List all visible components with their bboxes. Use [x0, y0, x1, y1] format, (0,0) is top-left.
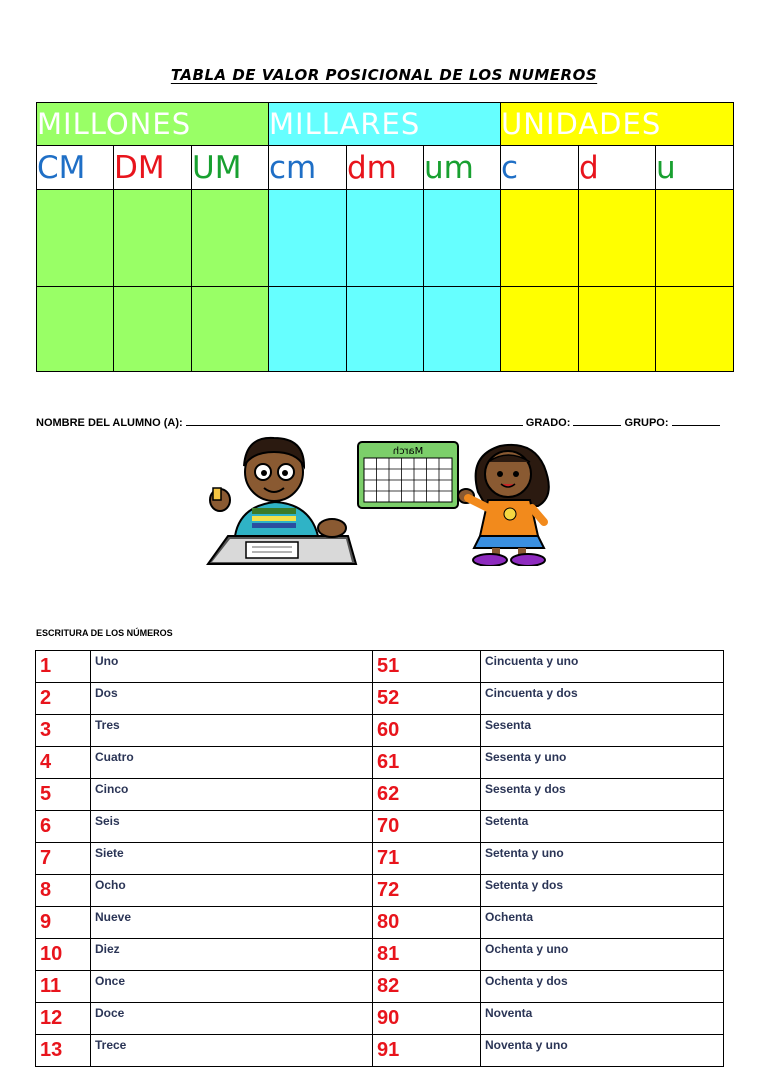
word-cell: Noventa — [481, 1003, 724, 1035]
word-cell: Ochenta y dos — [481, 971, 724, 1003]
word-cell: Diez — [91, 939, 373, 971]
word-cell: Once — [91, 971, 373, 1003]
table-row — [36, 683, 724, 715]
number-cell: 13 — [36, 1035, 91, 1067]
table-row — [36, 907, 724, 939]
place-value-table — [36, 102, 734, 372]
number-cell: 81 — [373, 939, 481, 971]
value-cell[interactable] — [656, 287, 734, 372]
section-title: ESCRITURA DE LOS NÚMEROS — [36, 628, 173, 638]
word-cell: Nueve — [91, 907, 373, 939]
number-cell: 4 — [36, 747, 91, 779]
value-cell[interactable] — [269, 190, 347, 287]
word-cell: Noventa y uno — [481, 1035, 724, 1067]
word-cell: Sesenta — [481, 715, 724, 747]
calendar-icon — [358, 442, 458, 508]
value-cell[interactable] — [501, 190, 579, 287]
number-cell: 71 — [373, 843, 481, 875]
word-cell: Trece — [91, 1035, 373, 1067]
word-cell: Cuatro — [91, 747, 373, 779]
number-cell: 80 — [373, 907, 481, 939]
number-cell: 52 — [373, 683, 481, 715]
students-illustration — [200, 436, 570, 566]
value-cell[interactable] — [656, 190, 734, 287]
column-header-um: um — [424, 146, 501, 190]
value-cell[interactable] — [37, 287, 114, 372]
word-cell: Ocho — [91, 875, 373, 907]
value-cell[interactable] — [347, 190, 424, 287]
table-row — [36, 1003, 724, 1035]
student-name-field[interactable] — [186, 416, 523, 426]
table-row — [36, 811, 724, 843]
number-cell: 9 — [36, 907, 91, 939]
value-cell[interactable] — [37, 190, 114, 287]
group-header-millares: MILLARES — [269, 103, 501, 146]
word-cell: Sesenta y uno — [481, 747, 724, 779]
value-cell[interactable] — [424, 190, 501, 287]
value-cell[interactable] — [501, 287, 579, 372]
word-cell: Uno — [91, 651, 373, 683]
table-row — [36, 875, 724, 907]
value-cell[interactable] — [424, 287, 501, 372]
value-cell[interactable] — [269, 287, 347, 372]
word-cell: Setenta y dos — [481, 875, 724, 907]
column-header-u: u — [656, 146, 734, 190]
table-row — [36, 939, 724, 971]
value-cell[interactable] — [192, 287, 269, 372]
word-cell: Seis — [91, 811, 373, 843]
word-cell: Cincuenta y uno — [481, 651, 724, 683]
number-cell: 7 — [36, 843, 91, 875]
word-cell: Ochenta y uno — [481, 939, 724, 971]
table-row — [36, 971, 724, 1003]
number-cell: 6 — [36, 811, 91, 843]
group-header-unidades: UNIDADES — [501, 103, 734, 146]
word-cell: Tres — [91, 715, 373, 747]
value-cell[interactable] — [347, 287, 424, 372]
table-row — [36, 843, 724, 875]
number-cell: 60 — [373, 715, 481, 747]
column-header-d: d — [579, 146, 656, 190]
word-cell: Cinco — [91, 779, 373, 811]
word-cell: Setenta y uno — [481, 843, 724, 875]
number-cell: 11 — [36, 971, 91, 1003]
table-row — [36, 1035, 724, 1067]
value-cell[interactable] — [114, 190, 192, 287]
number-cell: 10 — [36, 939, 91, 971]
number-cell: 2 — [36, 683, 91, 715]
column-header-cm-upper: CM — [37, 146, 114, 190]
number-cell: 62 — [373, 779, 481, 811]
column-header-dm-upper: DM — [114, 146, 192, 190]
boy-at-desk-illustration — [208, 438, 356, 564]
value-cell[interactable] — [114, 287, 192, 372]
column-header-um-upper: UM — [192, 146, 269, 190]
table-row — [36, 779, 724, 811]
girl-illustration — [458, 445, 549, 566]
number-cell: 82 — [373, 971, 481, 1003]
column-header-cm: cm — [269, 146, 347, 190]
table-row — [36, 747, 724, 779]
table-row — [36, 651, 724, 683]
table-row — [36, 715, 724, 747]
number-cell: 5 — [36, 779, 91, 811]
number-cell: 1 — [36, 651, 91, 683]
word-cell: Cincuenta y dos — [481, 683, 724, 715]
number-cell: 51 — [373, 651, 481, 683]
word-cell: Dos — [91, 683, 373, 715]
group-field[interactable] — [672, 416, 720, 426]
grade-label: GRADO: — [525, 417, 571, 429]
number-cell: 72 — [373, 875, 481, 907]
number-cell: 90 — [373, 1003, 481, 1035]
number-cell: 8 — [36, 875, 91, 907]
numbers-table — [35, 650, 724, 1067]
grade-field[interactable] — [573, 416, 621, 426]
value-cell[interactable] — [579, 190, 656, 287]
group-header-millones: MILLONES — [37, 103, 269, 146]
column-header-dm: dm — [347, 146, 424, 190]
student-info-line — [36, 416, 733, 429]
word-cell: Siete — [91, 843, 373, 875]
word-cell: Sesenta y dos — [481, 779, 724, 811]
value-cell[interactable] — [579, 287, 656, 372]
group-label: GRUPO: — [624, 417, 669, 429]
number-cell: 3 — [36, 715, 91, 747]
number-cell: 12 — [36, 1003, 91, 1035]
student-name-label: NOMBRE DEL ALUMNO (A): — [36, 417, 183, 429]
word-cell: Setenta — [481, 811, 724, 843]
number-cell: 61 — [373, 747, 481, 779]
value-cell[interactable] — [192, 190, 269, 287]
column-header-c: c — [501, 146, 579, 190]
number-cell: 91 — [373, 1035, 481, 1067]
page-title: TABLA DE VALOR POSICIONAL DE LOS NUMEROS — [170, 66, 598, 84]
word-cell: Doce — [91, 1003, 373, 1035]
calendar-label: March — [392, 446, 424, 457]
number-cell: 70 — [373, 811, 481, 843]
word-cell: Ochenta — [481, 907, 724, 939]
